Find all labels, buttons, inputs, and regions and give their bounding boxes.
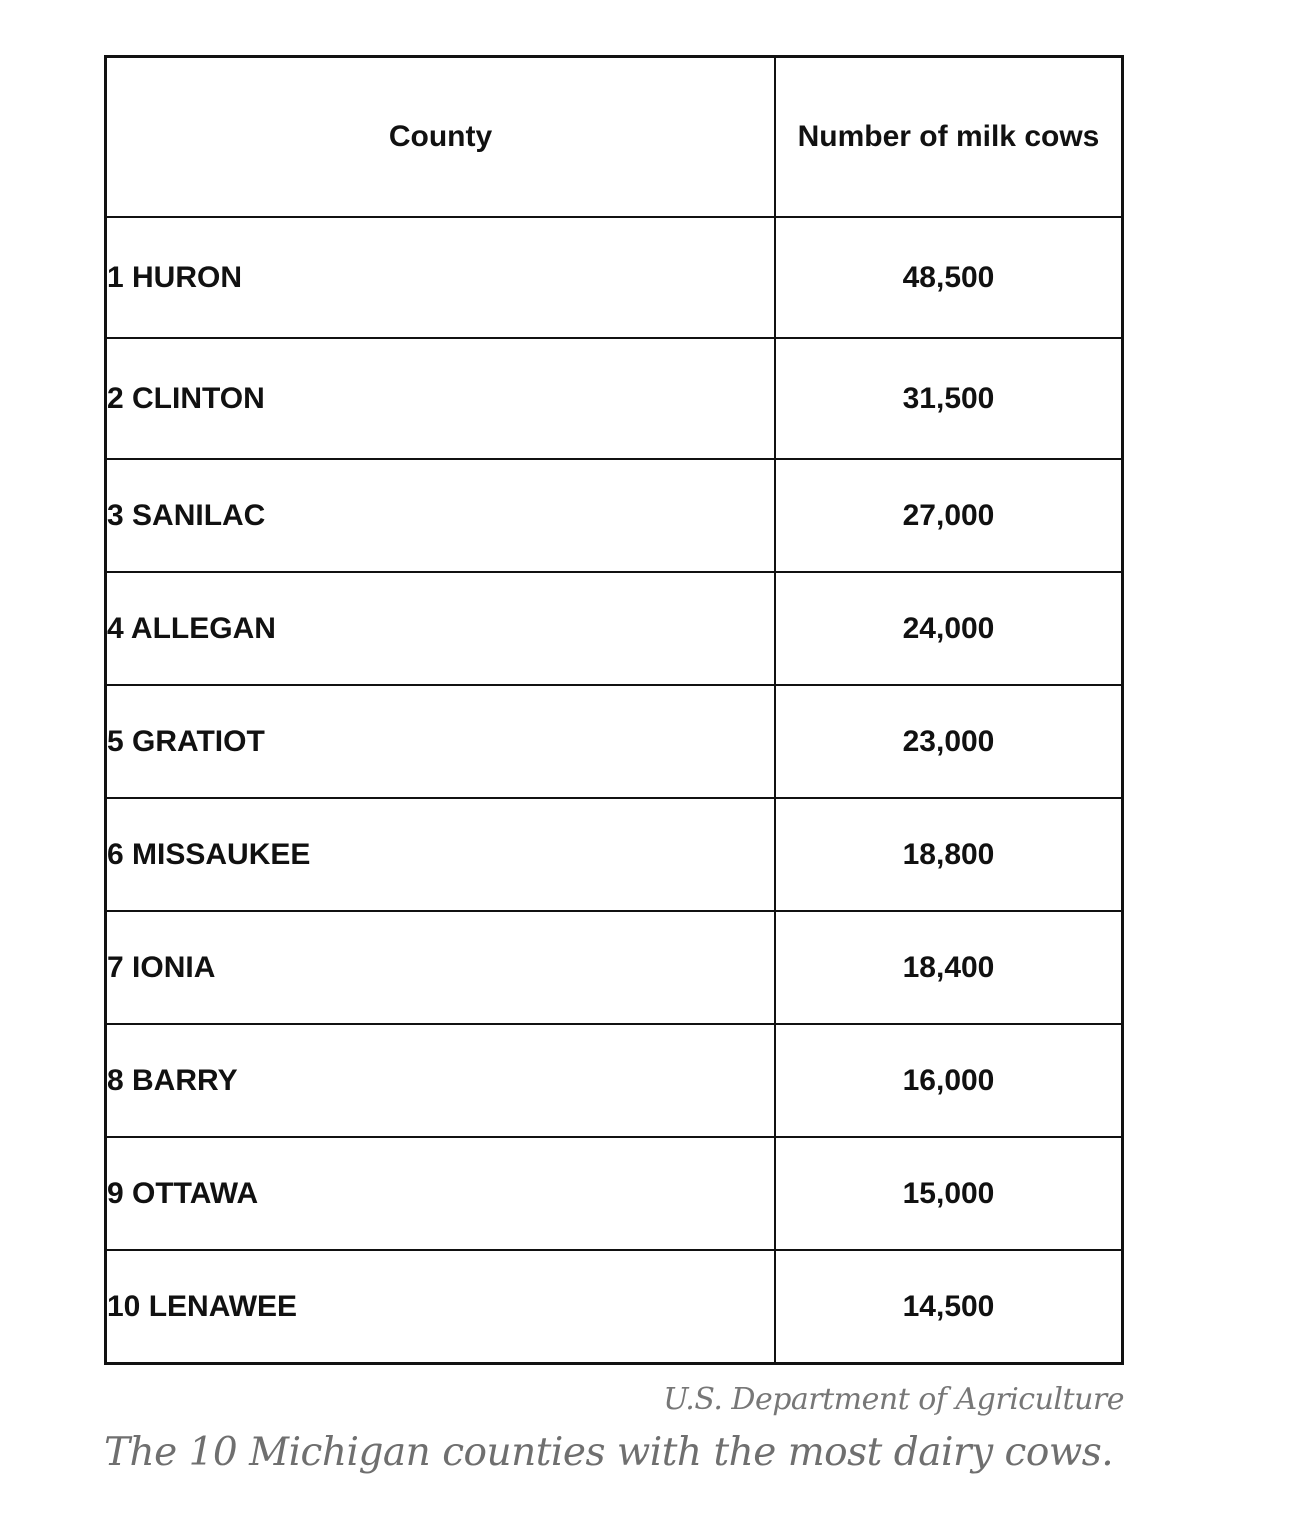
county-cell: 4 ALLEGAN — [107, 572, 775, 685]
county-cell: 8 BARRY — [107, 1024, 775, 1137]
source-credit: U.S. Department of Agriculture — [663, 1382, 1124, 1417]
milk-cows-table — [107, 58, 1121, 1363]
milk-cows-cell: 27,000 — [775, 459, 1121, 572]
figure-caption: The 10 Michigan counties with the most dairy cows. — [104, 1430, 1114, 1475]
county-column-header: County — [107, 58, 775, 217]
milk-cows-cell: 18,400 — [775, 911, 1121, 1024]
table-row — [107, 798, 1121, 911]
milk-cows-cell: 31,500 — [775, 338, 1121, 459]
data-table-frame — [104, 55, 1124, 1365]
table-header-row — [107, 58, 1121, 217]
table-row — [107, 1137, 1121, 1250]
table-row — [107, 911, 1121, 1024]
table-row — [107, 1250, 1121, 1363]
county-cell: 1 HURON — [107, 217, 775, 338]
milk-cows-cell: 15,000 — [775, 1137, 1121, 1250]
county-cell: 6 MISSAUKEE — [107, 798, 775, 911]
county-cell: 3 SANILAC — [107, 459, 775, 572]
milk-cows-cell: 14,500 — [775, 1250, 1121, 1363]
county-cell: 2 CLINTON — [107, 338, 775, 459]
table-row — [107, 1024, 1121, 1137]
milk-cows-cell: 16,000 — [775, 1024, 1121, 1137]
table-row — [107, 338, 1121, 459]
county-cell: 9 OTTAWA — [107, 1137, 775, 1250]
county-cell: 5 GRATIOT — [107, 685, 775, 798]
milk-cows-cell: 24,000 — [775, 572, 1121, 685]
table-row — [107, 459, 1121, 572]
milk-cows-cell: 23,000 — [775, 685, 1121, 798]
milk-cows-column-header: Number of milk cows — [775, 58, 1121, 217]
county-cell: 7 IONIA — [107, 911, 775, 1024]
milk-cows-cell: 48,500 — [775, 217, 1121, 338]
table-row — [107, 685, 1121, 798]
milk-cows-cell: 18,800 — [775, 798, 1121, 911]
county-cell: 10 LENAWEE — [107, 1250, 775, 1363]
table-row — [107, 217, 1121, 338]
table-row — [107, 572, 1121, 685]
